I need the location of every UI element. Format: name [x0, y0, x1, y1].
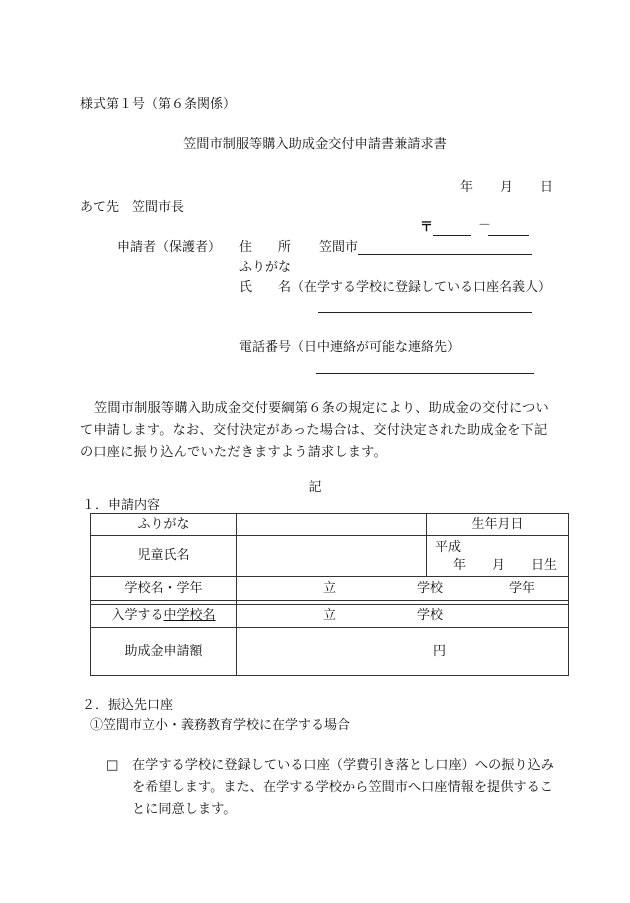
- school-ritsu: 立: [323, 580, 337, 596]
- consent-checkbox[interactable]: □: [106, 758, 119, 773]
- entering-underlined: 中学校名: [163, 608, 216, 624]
- amount-label: 助成金申請額: [91, 628, 237, 676]
- entering-school-label: [91, 605, 237, 628]
- phone-line[interactable]: [316, 373, 534, 374]
- school-grade-cell[interactable]: [237, 577, 569, 601]
- address-label: 住 所: [239, 240, 292, 255]
- section2-sub: ①笠間市立小・義務教育学校に在学する場合: [90, 718, 351, 733]
- era-label: 平成: [435, 540, 462, 555]
- addressee: あて先 笠間市長: [80, 200, 185, 215]
- furigana-header: ふりがな: [91, 514, 237, 536]
- furigana-cell[interactable]: [237, 514, 427, 536]
- postal-line-1[interactable]: [433, 235, 471, 236]
- entering-prefix: 入学する: [111, 608, 164, 624]
- school-gakunen: 学年: [509, 580, 536, 596]
- phone-label: 電話番号（日中連絡が可能な連絡先）: [239, 340, 461, 355]
- furigana-label: ふりがな: [239, 260, 292, 275]
- ki-mark: 記: [308, 480, 322, 495]
- school-grade-label: 学校名・学年: [91, 577, 237, 601]
- postal-mark: 〒: [420, 220, 434, 235]
- page-title: 笠間市制服等購入助成金交付申請書兼請求書: [183, 137, 447, 152]
- form-number: 様式第１号（第６条関係）: [80, 97, 237, 112]
- birth-ymd: 年 月 日生: [453, 558, 558, 573]
- birthdate-cell[interactable]: [427, 536, 569, 577]
- applicant-label: 申請者（保護者）: [117, 240, 222, 255]
- postal-line-2[interactable]: [488, 235, 529, 236]
- address-line[interactable]: [358, 254, 532, 255]
- date-day: 日: [540, 180, 554, 195]
- section1-heading: １．申請内容: [82, 498, 161, 513]
- body-text: 笠間市制服等購入助成金交付要綱第６条の規定により、助成金の交付について申請します。なお、交付決定があった場合は、交付決定された助成金を下記の口座に振り込んでいただきますよう請求します。: [80, 401, 549, 460]
- application-table: [90, 513, 569, 676]
- date-month: 月: [500, 180, 514, 195]
- postal-dash: －: [478, 218, 492, 233]
- entering-ritsu: 立: [323, 608, 337, 623]
- child-name-label: 児童氏名: [91, 536, 237, 577]
- consent-text: 在学する学校に登録している口座（学費引き落とし口座）への振り込みを希望します。また、在学する学校から笠間市へ口座情報を提供することに同意します。: [132, 758, 554, 817]
- yen-label: 円: [433, 643, 447, 659]
- amount-cell[interactable]: [237, 628, 569, 676]
- school-gakko: 学校: [417, 580, 444, 596]
- name-line[interactable]: [318, 312, 532, 313]
- child-name-cell[interactable]: [237, 536, 427, 577]
- birthdate-header: 生年月日: [427, 514, 569, 536]
- name-label: 氏 名（在学する学校に登録している口座名義人）: [239, 280, 552, 295]
- date-year: 年: [460, 180, 474, 195]
- address-city: 笠間市: [319, 240, 359, 255]
- entering-school-cell[interactable]: [237, 605, 569, 628]
- entering-gakko: 学校: [417, 608, 444, 623]
- section2-heading: ２．振込先口座: [82, 698, 174, 713]
